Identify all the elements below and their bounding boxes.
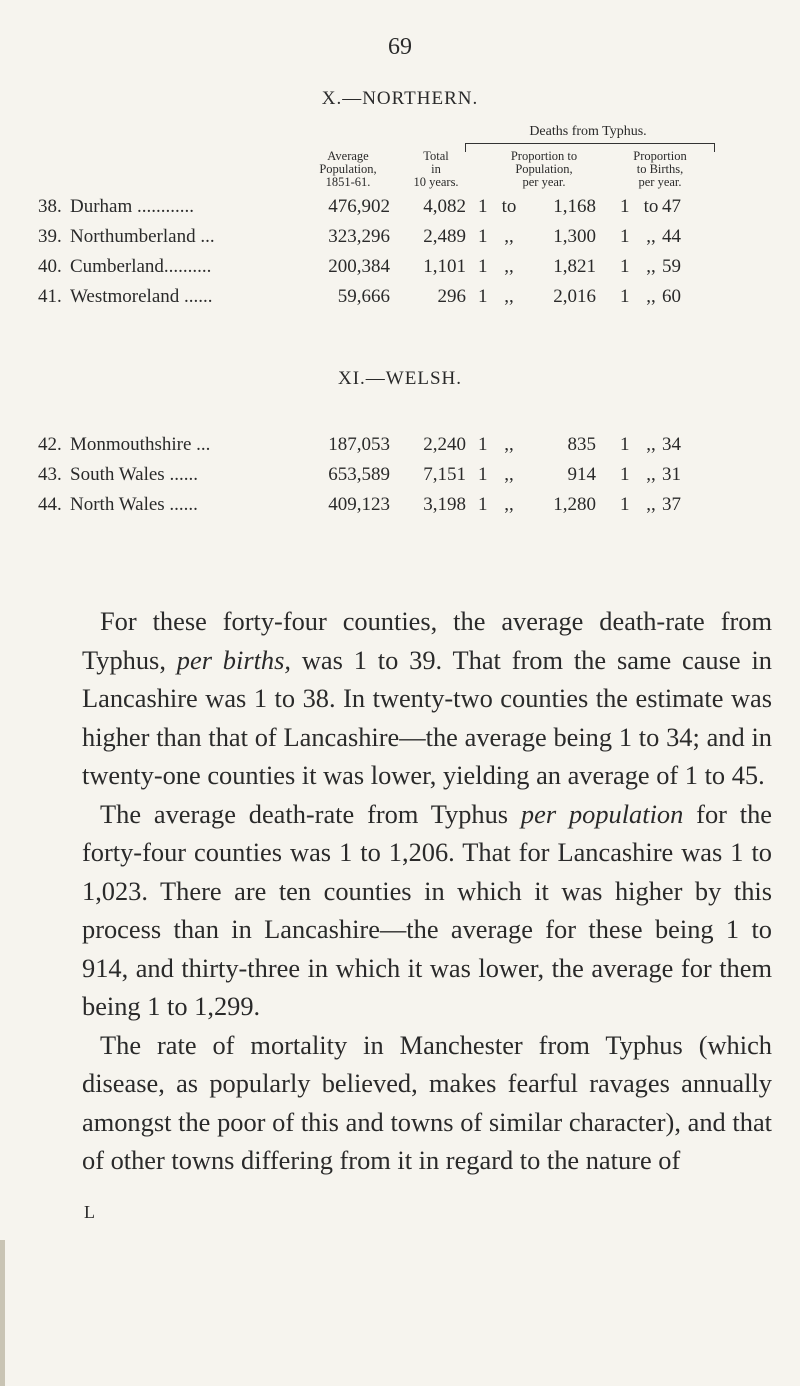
cell-b2: ,, bbox=[646, 464, 656, 485]
cell-b3: 31 bbox=[662, 464, 681, 485]
cell-num: 44. bbox=[38, 494, 62, 515]
column-header-proportion-population: Proportion to Population, per year. bbox=[510, 149, 578, 189]
table-row bbox=[0, 196, 800, 226]
cell-p1: 1 bbox=[478, 226, 488, 247]
cell-name: Monmouthshire ... bbox=[70, 434, 211, 455]
cell-b3: 60 bbox=[662, 286, 681, 307]
cell-b1: 1 bbox=[620, 226, 630, 247]
signature-mark: L bbox=[84, 1202, 95, 1222]
table-row bbox=[0, 256, 800, 286]
cell-p3: 2,016 bbox=[553, 286, 596, 307]
cell-p2: ,, bbox=[504, 494, 514, 515]
cell-total: 2,240 bbox=[423, 434, 466, 455]
cell-b3: 44 bbox=[662, 226, 681, 247]
cell-p1: 1 bbox=[478, 464, 488, 485]
cell-population: 476,902 bbox=[328, 196, 390, 217]
cell-population: 323,296 bbox=[328, 226, 390, 247]
cell-b2: ,, bbox=[646, 256, 656, 277]
table-row bbox=[0, 434, 800, 464]
cell-population: 200,384 bbox=[328, 256, 390, 277]
cell-population: 409,123 bbox=[328, 494, 390, 515]
cell-p1: 1 bbox=[478, 494, 488, 515]
cell-name: Cumberland.......... bbox=[70, 256, 212, 277]
column-header-population: Average Population, 1851-61. bbox=[319, 149, 377, 189]
paragraph-3: The rate of mortality in Manchester from Typhus (which disease, as popularly believed, makes fearful ravages annually amongst the poor of this and towns of similar character), and that of other towns differing from it in regard to the nature of bbox=[82, 1029, 772, 1175]
cell-name: North Wales ...... bbox=[70, 494, 198, 515]
cell-b1: 1 bbox=[620, 464, 630, 485]
cell-p3: 835 bbox=[567, 434, 596, 455]
page-edge bbox=[0, 1240, 5, 1386]
paragraph-2: The average death-rate from Typhus per population for the forty-four counties was 1 to 1,206. That for Lancashire was 1 to 1,023. There are ten counties in which it was higher by this process than in Lancashire—the average for these being 1 to 914, and thirty-three in which it was lower, the average for them being 1 to 1,299. bbox=[82, 798, 773, 1021]
cell-b3: 59 bbox=[662, 256, 681, 277]
cell-total: 7,151 bbox=[423, 464, 466, 485]
cell-p3: 914 bbox=[567, 464, 596, 485]
page-number: 69 bbox=[388, 34, 412, 60]
cell-b2: ,, bbox=[646, 494, 656, 515]
column-header-proportion-births: Proportion to Births, per year. bbox=[633, 149, 687, 189]
column-header-total: Total in 10 years. bbox=[413, 149, 459, 189]
cell-p2: ,, bbox=[504, 286, 514, 307]
cell-name: Durham ............ bbox=[70, 196, 195, 217]
cell-p3: 1,821 bbox=[553, 256, 596, 277]
cell-b2: ,, bbox=[646, 226, 656, 247]
cell-num: 40. bbox=[38, 256, 62, 277]
table-row bbox=[0, 286, 800, 316]
cell-num: 43. bbox=[38, 464, 62, 485]
cell-p1: 1 bbox=[478, 286, 488, 307]
cell-total: 296 bbox=[437, 286, 466, 307]
cell-b1: 1 bbox=[620, 196, 630, 217]
cell-b1: 1 bbox=[620, 434, 630, 455]
section-heading-northern: X.—NORTHERN. bbox=[321, 88, 479, 109]
paragraph-1: For these forty-four counties, the average death-rate from Typhus, per births, was 1 to 39. That from the same cause in Lancashire was 1 to 38. In twenty-two counties the estimate was higher than that of Lancashire—the average being 1 to 34; and in twenty-one counties it was lower, yielding an average of 1 to 45. bbox=[82, 606, 772, 790]
cell-total: 2,489 bbox=[423, 226, 466, 247]
cell-p1: 1 bbox=[478, 196, 488, 217]
table-row bbox=[0, 226, 800, 256]
cell-b3: 34 bbox=[662, 434, 681, 455]
cell-total: 3,198 bbox=[423, 494, 466, 515]
cell-name: Westmoreland ...... bbox=[70, 286, 213, 307]
cell-b2: to bbox=[643, 196, 659, 217]
cell-total: 4,082 bbox=[423, 196, 466, 217]
cell-b3: 37 bbox=[662, 494, 681, 515]
cell-p2: ,, bbox=[504, 434, 514, 455]
cell-b3: 47 bbox=[662, 196, 681, 217]
cell-p1: 1 bbox=[478, 434, 488, 455]
table-row bbox=[0, 464, 800, 494]
cell-population: 59,666 bbox=[337, 286, 390, 307]
cell-b1: 1 bbox=[620, 286, 630, 307]
cell-p2: ,, bbox=[504, 256, 514, 277]
cell-p2: ,, bbox=[504, 464, 514, 485]
cell-num: 39. bbox=[38, 226, 62, 247]
cell-b1: 1 bbox=[620, 256, 630, 277]
cell-p2: to bbox=[501, 196, 517, 217]
body-text bbox=[82, 602, 772, 1180]
cell-b2: ,, bbox=[646, 286, 656, 307]
deaths-from-typhus-header: Deaths from Typhus. bbox=[529, 124, 647, 139]
cell-total: 1,101 bbox=[423, 256, 466, 277]
cell-p2: ,, bbox=[504, 226, 514, 247]
cell-num: 42. bbox=[38, 434, 62, 455]
section-heading-welsh: XI.—WELSH. bbox=[338, 368, 462, 389]
cell-population: 187,053 bbox=[328, 434, 390, 455]
cell-p1: 1 bbox=[478, 256, 488, 277]
cell-name: Northumberland ... bbox=[70, 226, 215, 247]
cell-p3: 1,280 bbox=[553, 494, 596, 515]
cell-p3: 1,300 bbox=[553, 226, 596, 247]
cell-name: South Wales ...... bbox=[70, 464, 198, 485]
cell-num: 41. bbox=[38, 286, 62, 307]
table-row bbox=[0, 494, 800, 524]
cell-b2: ,, bbox=[646, 434, 656, 455]
cell-population: 653,589 bbox=[328, 464, 390, 485]
cell-num: 38. bbox=[38, 196, 62, 217]
cell-b1: 1 bbox=[620, 494, 630, 515]
cell-p3: 1,168 bbox=[553, 196, 596, 217]
